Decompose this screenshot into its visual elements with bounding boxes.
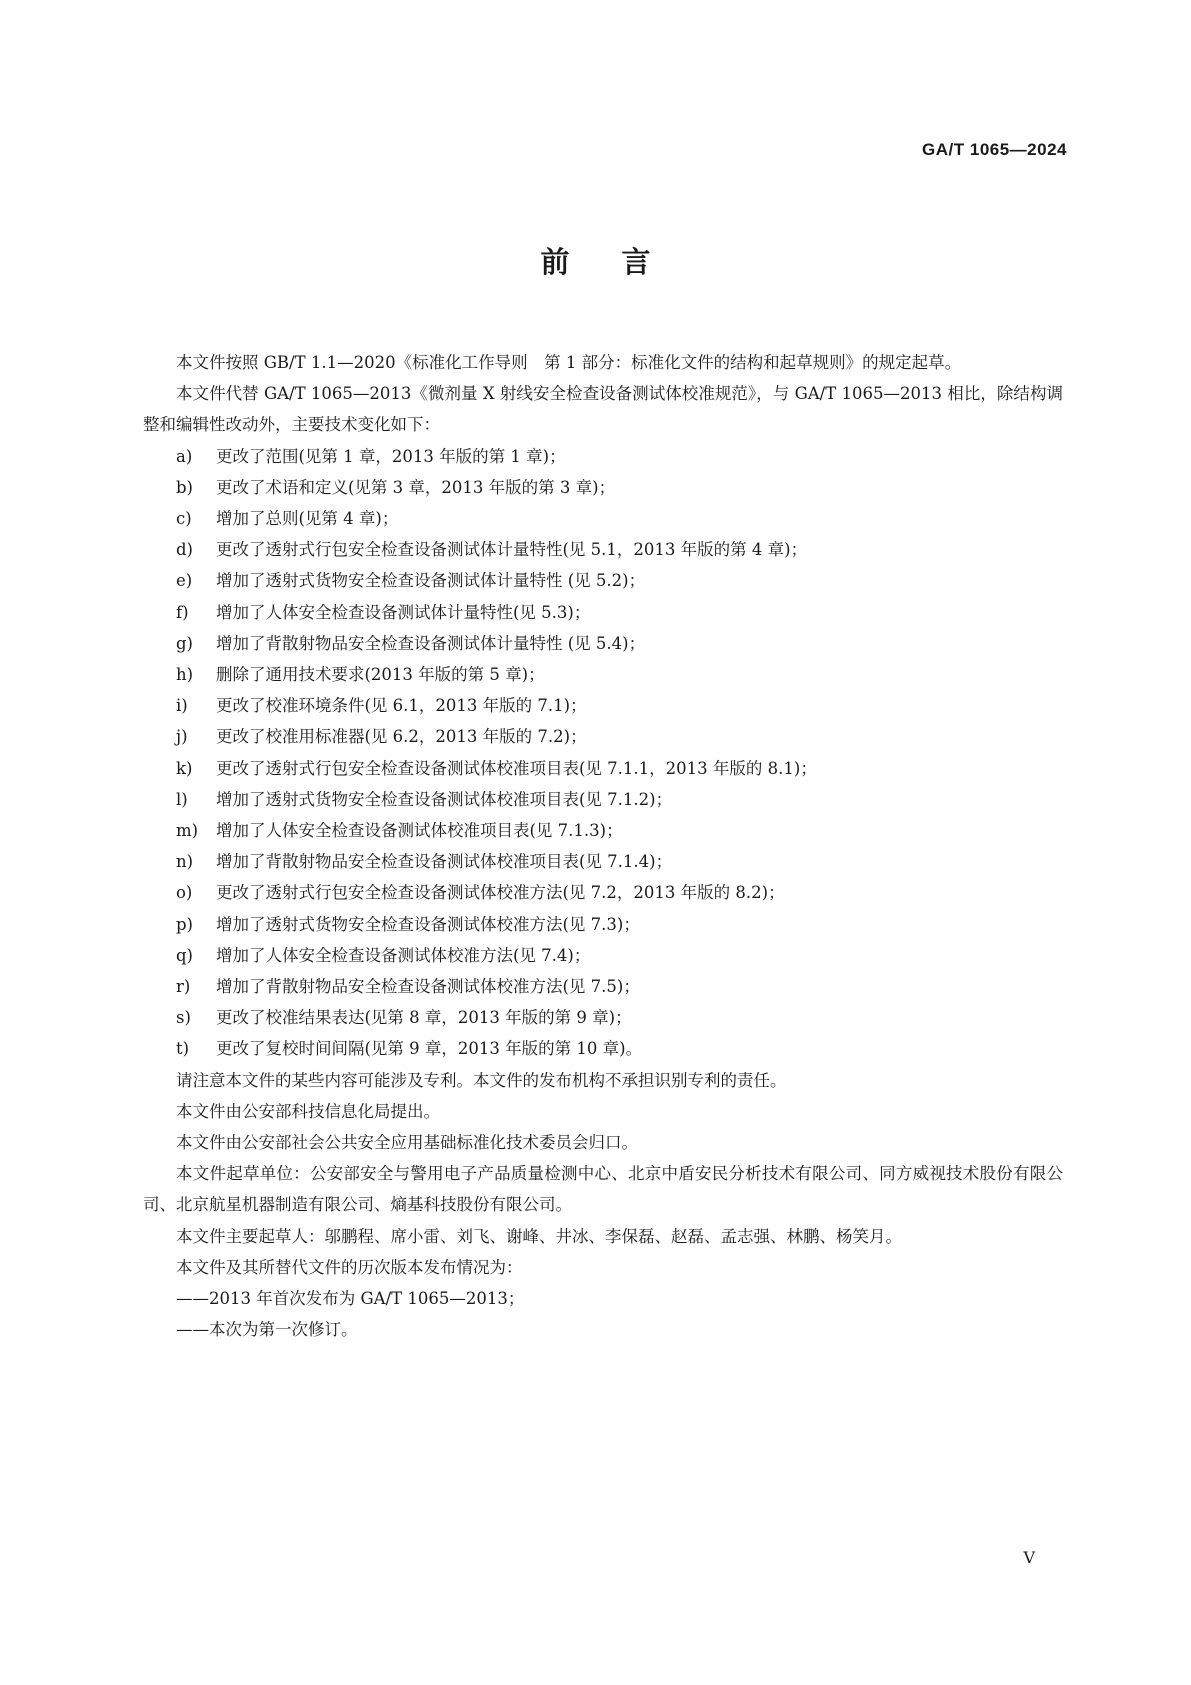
list-item <box>143 472 1063 503</box>
page-title: 前言 <box>540 245 703 279</box>
list-text: 增加了人体安全检查设备测试体计量特性(见 5.3)； <box>216 602 591 622</box>
list-item <box>143 784 1063 815</box>
list-text: 更改了校准环境条件(见 6.1，2013 年版的 7.1)； <box>216 696 587 716</box>
paragraph-drafting-rules: 本文件按照 GB/T 1.1—2020《标准化工作导则 第 1 部分：标准化文件的结构和起草规则》的规定起草。 <box>176 353 962 372</box>
list-marker: c) <box>176 509 192 529</box>
list-item <box>143 1002 1063 1033</box>
list-text: 增加了人体安全检查设备测试体校准方法(见 7.4)； <box>216 945 591 965</box>
list-marker: g) <box>176 633 193 653</box>
list-item <box>143 503 1063 534</box>
history-item: ——2013 年首次发布为 GA/T 1065—2013； <box>176 1289 525 1309</box>
list-marker: e) <box>176 571 193 591</box>
list-text: 增加了背散射物品安全检查设备测试体计量特性 (见 5.4)； <box>216 633 646 653</box>
list-item <box>143 753 1063 784</box>
list-text: 更改了复校时间间隔(见第 9 章，2013 年版的第 10 章)。 <box>216 1039 643 1059</box>
list-text: 更改了范围(见第 1 章，2013 年版的第 1 章)； <box>216 446 566 466</box>
list-marker: r) <box>176 977 191 997</box>
list-marker: h) <box>176 665 194 685</box>
list-text: 更改了透射式行包安全检查设备测试体校准项目表(见 7.1.1，2013 年版的 8.1)； <box>216 758 817 778</box>
paragraph-drafters: 本文件主要起草人：邬鹏程、席小雷、刘飞、谢峰、井冰、李保磊、赵磊、孟志强、林鹏、杨笑月。 <box>176 1226 902 1246</box>
list-item <box>143 565 1063 596</box>
list-item <box>143 909 1063 940</box>
list-marker: o) <box>176 883 193 903</box>
list-text: 增加了总则(见第 4 章)； <box>216 509 399 529</box>
list-marker: m) <box>176 821 199 841</box>
list-item <box>143 815 1063 846</box>
paragraph-proposer: 本文件由公安部科技信息化局提出。 <box>176 1101 440 1121</box>
list-item <box>143 940 1063 971</box>
paragraph-drafting-units: 本文件起草单位：公安部安全与警用电子产品质量检测中心、北京中盾安民分析技术有限公司、同方威视技术股份有限公司、北京航星机器制造有限公司、熵基科技股份有限公司。 <box>143 1164 1063 1215</box>
list-marker: i) <box>176 696 188 716</box>
list-text: 增加了透射式货物安全检查设备测试体计量特性 (见 5.2)； <box>216 571 646 591</box>
change-list <box>143 441 1063 1065</box>
list-marker: j) <box>176 727 188 747</box>
list-item <box>143 690 1063 721</box>
list-text: 删除了通用技术要求(2013 年版的第 5 章)； <box>216 665 545 685</box>
document-code: GA/T 1065—2024 <box>922 140 1067 159</box>
list-item <box>143 534 1063 565</box>
foreword-body <box>143 347 1063 1346</box>
list-text: 增加了透射式货物安全检查设备测试体校准方法(见 7.3)； <box>216 914 640 934</box>
paragraph-history-intro: 本文件及其所替代文件的历次版本发布情况为： <box>176 1257 523 1277</box>
list-text: 更改了术语和定义(见第 3 章，2013 年版的第 3 章)； <box>216 477 616 497</box>
list-marker: s) <box>176 1008 191 1028</box>
list-text: 增加了人体安全检查设备测试体校准项目表(见 7.1.3)； <box>216 821 623 841</box>
history-item: ——本次为第一次修订。 <box>176 1320 358 1340</box>
list-item <box>143 628 1063 659</box>
list-item <box>143 971 1063 1002</box>
list-marker: f) <box>176 602 189 622</box>
list-item <box>143 846 1063 877</box>
list-marker: n) <box>176 852 194 872</box>
list-text: 更改了透射式行包安全检查设备测试体校准方法(见 7.2，2013 年版的 8.2)； <box>216 883 785 903</box>
list-marker: p) <box>176 914 193 934</box>
list-marker: k) <box>176 758 193 778</box>
paragraph-committee: 本文件由公安部社会公共安全应用基础标准化技术委员会归口。 <box>176 1133 638 1153</box>
list-item <box>143 597 1063 628</box>
list-text: 更改了透射式行包安全检查设备测试体计量特性(见 5.1，2013 年版的第 4 章)； <box>216 540 808 560</box>
list-marker: a) <box>176 446 193 466</box>
list-text: 增加了背散射物品安全检查设备测试体校准项目表(见 7.1.4)； <box>216 852 673 872</box>
list-text: 更改了校准结果表达(见第 8 章，2013 年版的第 9 章)； <box>216 1008 632 1028</box>
list-marker: d) <box>176 540 193 560</box>
list-text: 更改了校准用标准器(见 6.2，2013 年版的 7.2)； <box>216 727 587 747</box>
list-item <box>143 441 1063 472</box>
list-item <box>143 721 1063 752</box>
list-marker: q) <box>176 945 193 965</box>
list-item <box>143 877 1063 908</box>
list-text: 增加了透射式货物安全检查设备测试体校准项目表(见 7.1.2)； <box>216 789 673 809</box>
list-text: 增加了背散射物品安全检查设备测试体校准方法(见 7.5)； <box>216 977 640 997</box>
list-item <box>143 659 1063 690</box>
page-number: V <box>1023 1548 1035 1567</box>
paragraph-replacement: 本文件代替 GA/T 1065—2013《微剂量 X 射线安全检查设备测试体校准规范》，与 GA/T 1065—2013 相比，除结构调整和编辑性改动外，主要技术变化如下： <box>143 384 1063 435</box>
list-marker: l) <box>176 789 188 809</box>
list-item <box>143 1033 1063 1064</box>
list-marker: b) <box>176 477 193 497</box>
list-marker: t) <box>176 1039 190 1059</box>
paragraph-patent-notice: 请注意本文件的某些内容可能涉及专利。本文件的发布机构不承担识别专利的责任。 <box>176 1070 787 1090</box>
